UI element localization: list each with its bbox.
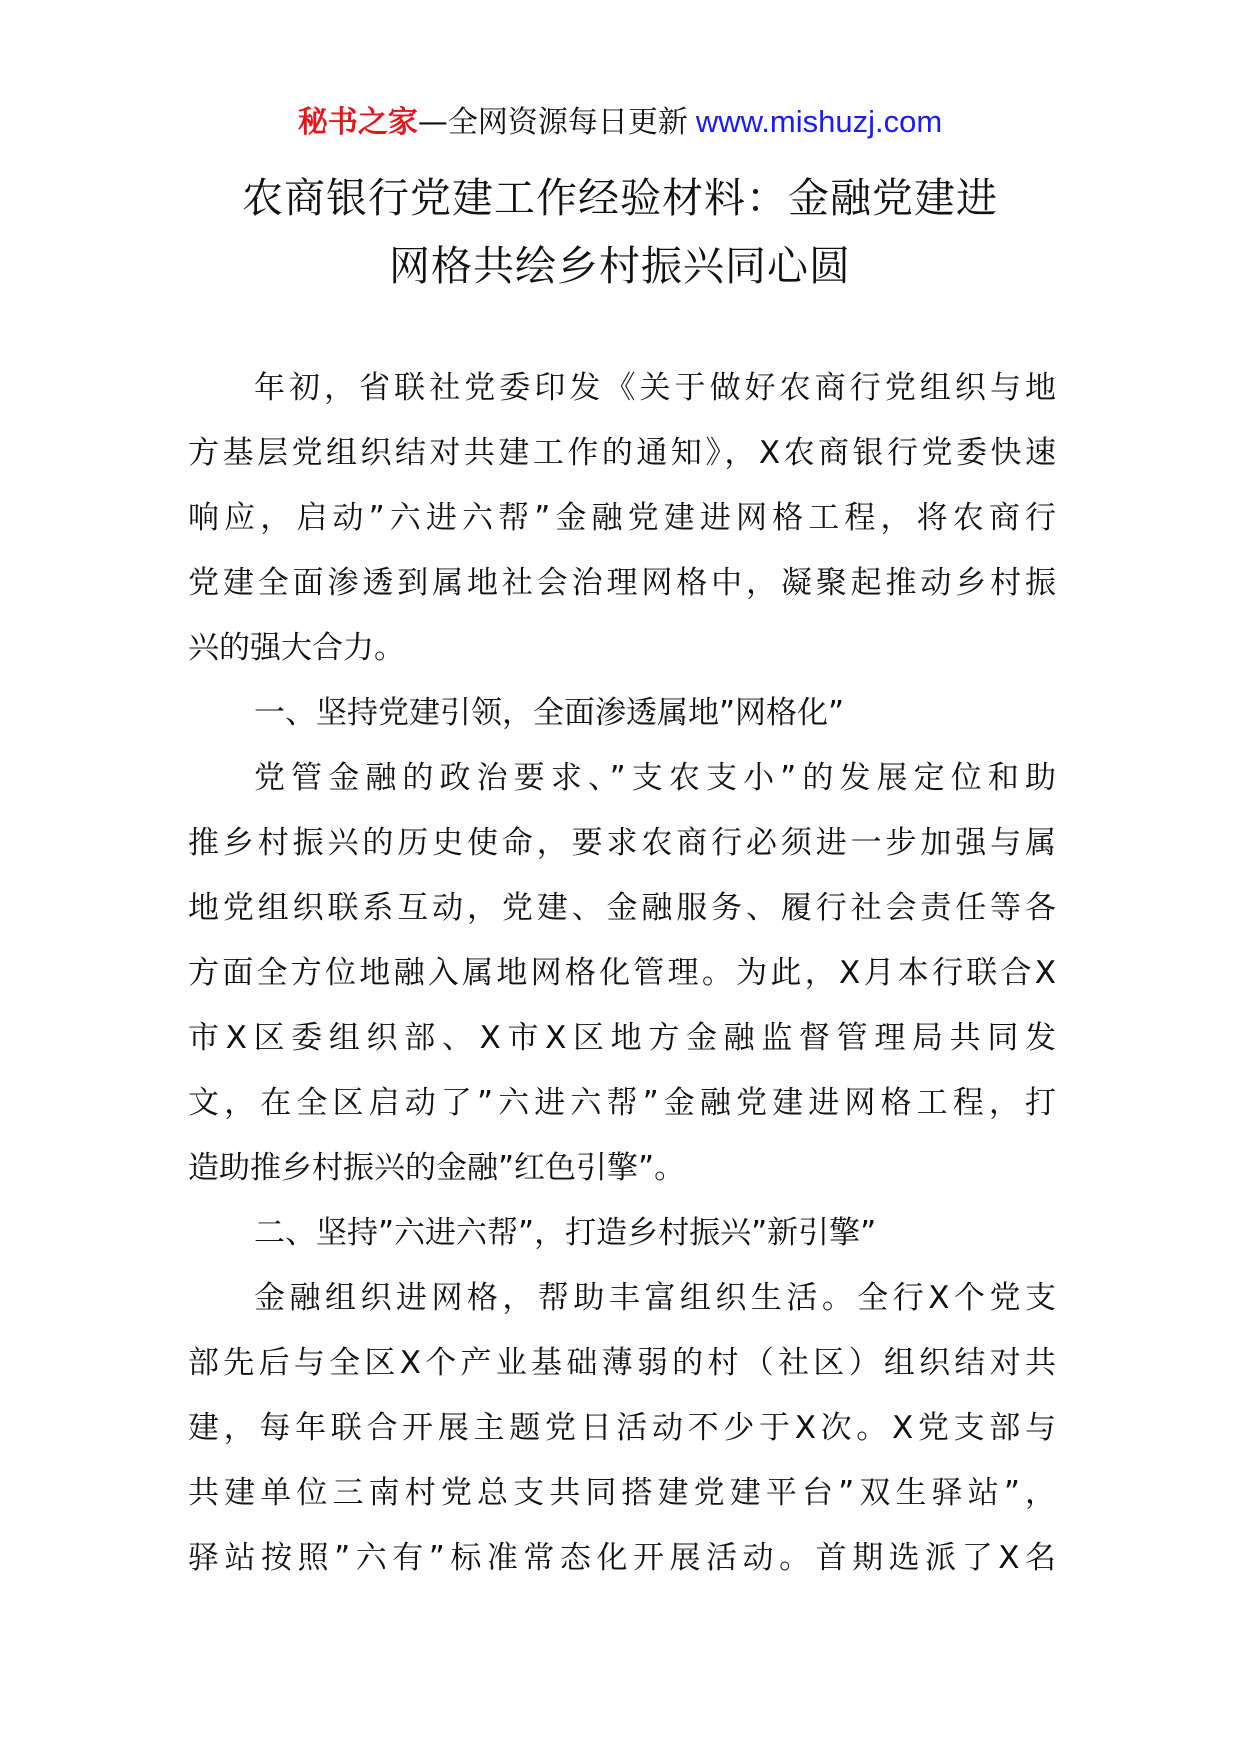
paragraph-line: 兴的强大合力。	[188, 630, 405, 666]
paragraph-line: 方基层党组织结对共建工作的通知》，X农商银行党委快速	[188, 435, 1056, 471]
paragraph-line: 驿站按照”六有”标准常态化开展活动。首期选派了X名	[188, 1540, 1056, 1576]
paragraph-line: 文，在全区启动了”六进六帮”金融党建进网格工程，打	[188, 1085, 1056, 1121]
paragraph-line: 地党组织联系互动，党建、金融服务、履行社会责任等各	[188, 890, 1056, 926]
paragraph-line: 市X区委组织部、X市X区地方金融监督管理局共同发	[188, 1020, 1056, 1056]
section-heading-2: 二、坚持”六进六帮”，打造乡村振兴”新引擎”	[254, 1215, 877, 1251]
site-header	[0, 100, 1240, 145]
paragraph-line: 共建单位三南村党总支共同搭建党建平台”双生驿站”，	[188, 1475, 1056, 1511]
site-url-link[interactable]: www.mishuzj.com	[695, 104, 943, 139]
paragraph-line: 部先后与全区X个产业基础薄弱的村（社区）组织结对共	[188, 1345, 1056, 1381]
paragraph-line: 推乡村振兴的历史使命，要求农商行必须进一步加强与属	[188, 825, 1056, 861]
paragraph-line: 造助推乡村振兴的金融”红色引擎”。	[188, 1150, 686, 1186]
site-brand: 秘书之家	[297, 105, 418, 140]
paragraph-line: 党建全面渗透到属地社会治理网格中，凝聚起推动乡村振	[188, 565, 1056, 601]
document-title	[180, 164, 1060, 300]
paragraph-line: 响应，启动”六进六帮”金融党建进网格工程，将农商行	[188, 500, 1056, 536]
title-line-2: 网格共绘乡村振兴同心圆	[389, 242, 851, 290]
document-body	[188, 356, 1056, 1591]
site-slogan: —全网资源每日更新	[417, 105, 688, 140]
paragraph-line: 金融组织进网格，帮助丰富组织生活。全行X个党支	[254, 1280, 1056, 1316]
paragraph-line: 党管金融的政治要求、”支农支小”的发展定位和助	[254, 760, 1056, 796]
paragraph-line: 年初，省联社党委印发《关于做好农商行党组织与地	[254, 370, 1056, 406]
section-heading-1: 一、坚持党建引领，全面渗透属地”网格化”	[254, 695, 845, 731]
title-line-1: 农商银行党建工作经验材料：金融党建进	[242, 174, 998, 222]
paragraph-line: 建，每年联合开展主题党日活动不少于X次。X党支部与	[188, 1410, 1056, 1446]
paragraph-line: 方面全方位地融入属地网格化管理。为此，X月本行联合X	[188, 955, 1056, 991]
